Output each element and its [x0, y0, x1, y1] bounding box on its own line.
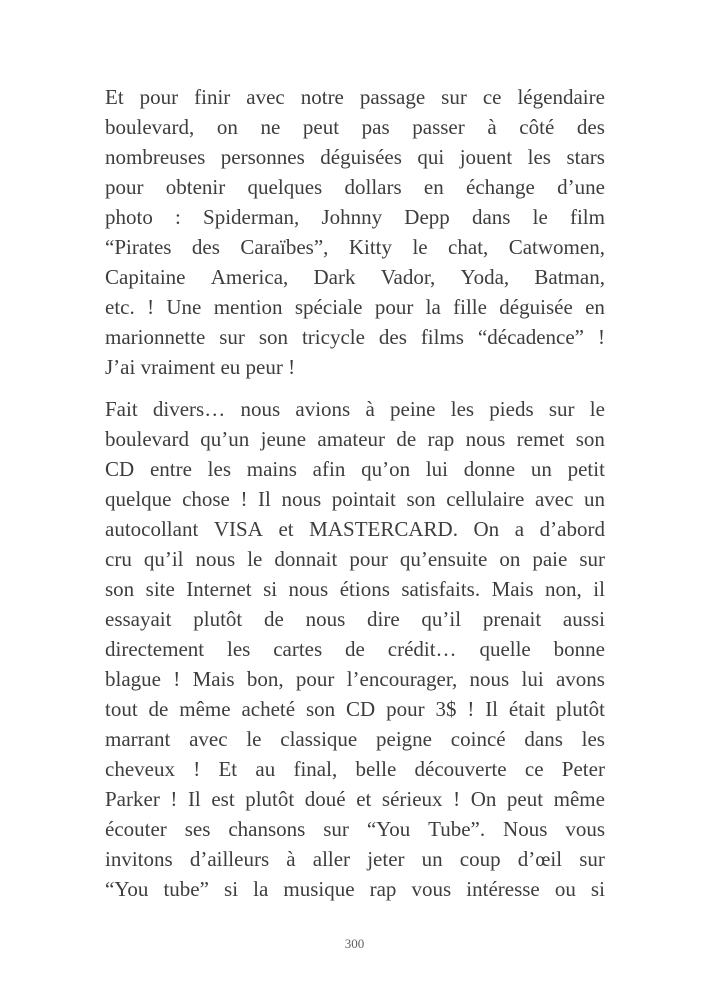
text-line: son site Internet si nous étions satisfaits. Mais non, il — [105, 577, 605, 601]
text-line: CD entre les mains afin qu’on lui donne un petit — [105, 457, 605, 481]
text-line: cru qu’il nous le donnait pour qu’ensuite on paie sur — [105, 547, 605, 571]
text-line: boulevard qu’un jeune amateur de rap nous remet son — [105, 427, 605, 451]
text-line: marrant avec le classique peigne coincé dans les — [105, 727, 605, 751]
text-line: Fait divers… nous avions à peine les pieds sur le — [105, 397, 605, 421]
text-line: photo : Spiderman, Johnny Depp dans le film — [105, 205, 605, 229]
text-line: invitons d’ailleurs à aller jeter un coup d’œil sur — [105, 847, 605, 871]
text-line: Et pour finir avec notre passage sur ce légendaire — [105, 85, 605, 109]
text-line: J’ai vraiment eu peur ! — [105, 355, 296, 379]
text-line: directement les cartes de crédit… quelle bonne — [105, 637, 605, 661]
text-line: “You tube” si la musique rap vous intéresse ou si — [105, 877, 605, 901]
text-line: “Pirates des Caraïbes”, Kitty le chat, Catwomen, — [105, 235, 605, 259]
text-line: blague ! Mais bon, pour l’encourager, nous lui avons — [105, 667, 605, 691]
page-number: 300 — [344, 936, 365, 951]
text-line: marionnette sur son tricycle des films “décadence” ! — [105, 325, 605, 349]
text-line: etc. ! Une mention spéciale pour la fille déguisée en — [105, 295, 605, 319]
paragraph-2 — [105, 394, 605, 904]
text-line: Parker ! Il est plutôt doué et sérieux ! On peut même — [105, 787, 605, 811]
text-block — [105, 82, 605, 916]
text-line: cheveux ! Et au final, belle découverte ce Peter — [105, 757, 605, 781]
text-line: écouter ses chansons sur “You Tube”. Nous vous — [105, 817, 605, 841]
text-line: boulevard, on ne peut pas passer à côté des — [105, 115, 605, 139]
paragraph-1 — [105, 82, 605, 382]
text-line: tout de même acheté son CD pour 3$ ! Il était plutôt — [105, 697, 605, 721]
text-line: autocollant VISA et MASTERCARD. On a d’abord — [105, 517, 605, 541]
text-line: nombreuses personnes déguisées qui jouent les stars — [105, 145, 605, 169]
text-line: essayait plutôt de nous dire qu’il prenait aussi — [105, 607, 605, 631]
text-line: Capitaine America, Dark Vador, Yoda, Batman, — [105, 265, 605, 289]
text-line: pour obtenir quelques dollars en échange d’une — [105, 175, 605, 199]
text-line: quelque chose ! Il nous pointait son cellulaire avec un — [105, 487, 605, 511]
